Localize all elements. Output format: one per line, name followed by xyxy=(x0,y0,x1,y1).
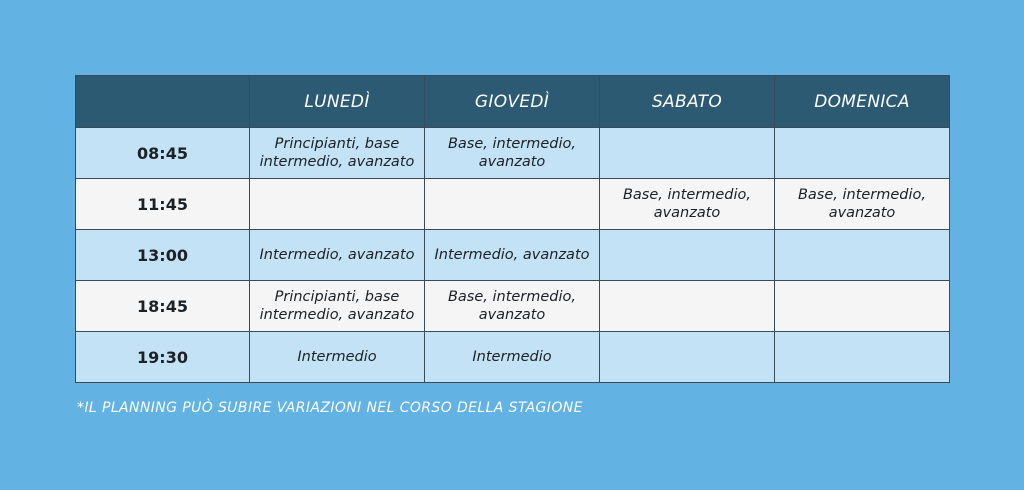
time-cell: 13:00 xyxy=(76,230,250,281)
table-row xyxy=(76,179,950,230)
class-cell xyxy=(600,128,775,179)
class-cell xyxy=(775,128,950,179)
cell-line: Base, intermedio, xyxy=(447,136,577,152)
class-cell xyxy=(250,281,425,332)
cell-line: avanzato xyxy=(478,307,546,323)
class-cell xyxy=(425,128,600,179)
schedule-table xyxy=(75,75,950,383)
cell-line: Intermedio, avanzato xyxy=(434,247,590,263)
class-cell xyxy=(425,230,600,281)
header-sabato: SABATO xyxy=(600,76,775,128)
cell-line: Principianti, base xyxy=(274,289,400,305)
time-cell: 11:45 xyxy=(76,179,250,230)
header-corner xyxy=(76,76,250,128)
cell-line: Base, intermedio, xyxy=(797,187,927,203)
class-cell xyxy=(250,128,425,179)
table-row xyxy=(76,128,950,179)
class-cell xyxy=(600,179,775,230)
cell-line: Base, intermedio, xyxy=(447,289,577,305)
class-cell xyxy=(600,332,775,383)
class-cell xyxy=(425,332,600,383)
header-giovedi: GIOVEDÌ xyxy=(425,76,600,128)
header-domenica: DOMENICA xyxy=(775,76,950,128)
class-cell xyxy=(425,179,600,230)
class-cell xyxy=(425,281,600,332)
class-cell xyxy=(775,332,950,383)
class-cell xyxy=(250,230,425,281)
class-cell xyxy=(250,179,425,230)
footnote: *IL PLANNING PUÒ SUBIRE VARIAZIONI NEL CORSO DELLA STAGIONE xyxy=(77,400,583,416)
cell-line: intermedio, avanzato xyxy=(259,307,415,323)
header-lunedi: LUNEDÌ xyxy=(250,76,425,128)
cell-line: avanzato xyxy=(828,205,896,221)
cell-line: Principianti, base xyxy=(274,136,400,152)
cell-line: Intermedio xyxy=(297,349,377,365)
cell-line: intermedio, avanzato xyxy=(259,154,415,170)
cell-line: Intermedio, avanzato xyxy=(259,247,415,263)
class-cell xyxy=(775,281,950,332)
cell-line: avanzato xyxy=(653,205,721,221)
header-row xyxy=(76,76,950,128)
table-row xyxy=(76,230,950,281)
class-cell xyxy=(775,230,950,281)
class-cell xyxy=(775,179,950,230)
table-row xyxy=(76,332,950,383)
time-cell: 18:45 xyxy=(76,281,250,332)
table-row xyxy=(76,281,950,332)
cell-line: avanzato xyxy=(478,154,546,170)
time-cell: 19:30 xyxy=(76,332,250,383)
class-cell xyxy=(600,230,775,281)
time-cell: 08:45 xyxy=(76,128,250,179)
class-cell xyxy=(600,281,775,332)
cell-line: Base, intermedio, xyxy=(622,187,752,203)
cell-line: Intermedio xyxy=(472,349,552,365)
class-cell xyxy=(250,332,425,383)
